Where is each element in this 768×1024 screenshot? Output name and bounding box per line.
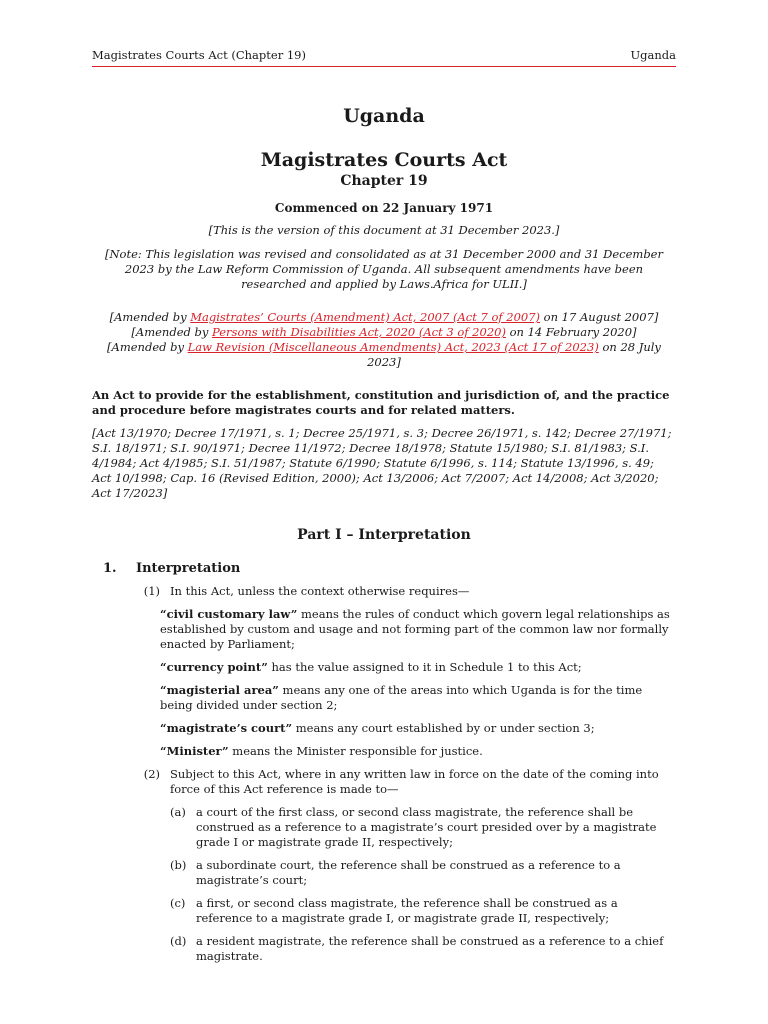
amendment-link[interactable]: Magistrates’ Courts (Amendment) Act, 2007 (Act 7 of 2007) (190, 310, 541, 324)
subsection (92, 584, 676, 599)
subsection-text: In this Act, unless the context otherwise requires— (170, 584, 470, 598)
paragraph-number: (b) (170, 858, 187, 872)
act-title: Magistrates Courts Act (260, 149, 508, 171)
definition: “currency point” has the value assigned to it in Schedule 1 to this Act; (160, 660, 582, 674)
definition-term: “magisterial area” (160, 683, 279, 697)
commencement-date: Commenced on 22 January 1971 (274, 201, 494, 215)
subsection (92, 767, 676, 797)
paragraph-number: (d) (170, 934, 187, 948)
subsection-number: (1) (143, 584, 160, 598)
amendment-list (92, 310, 676, 370)
header-country: Uganda (630, 48, 676, 62)
paragraph (170, 934, 676, 964)
definition-term: “civil customary law” (160, 607, 298, 621)
paragraph (170, 858, 676, 888)
paragraph-text: a resident magistrate, the reference shall be construed as a reference to a chief magistrate. (196, 934, 664, 963)
amendment-item: [Amended by Magistrates’ Courts (Amendment) Act, 2007 (Act 7 of 2007) on 17 August 2007] (109, 310, 659, 324)
paragraph (170, 805, 676, 850)
paragraph-text: a court of the first class, or second class magistrate, the reference shall be construed as a reference to a magistrate’s court presided over by a magistrate grade I or magistrate grade II, respectively; (196, 805, 657, 849)
amendment-link[interactable]: Law Revision (Miscellaneous Amendments) Act, 2023 (Act 17 of 2023) (187, 340, 599, 354)
header-act-name: Magistrates Courts Act (Chapter 19) (92, 48, 306, 62)
section-heading (92, 561, 676, 576)
document-page (92, 48, 676, 964)
legislative-history: [Act 13/1970; Decree 17/1971, s. 1; Decree 25/1971, s. 3; Decree 26/1971, s. 142; Decree 27/1971; S.I. 18/1971; S.I. 90/1971; Decree 11/1972; Decree 18/1978; Statute 15/1980; S.I. 81/1983; S.I. 4/1984; Act 4/1985; S.I. 51/1987; Statute 6/1990; Statute 6/1996, s. 114; Statute 13/1996, s. 49; Act 10/1998; Cap. 16 (Revised Edition, 2000); Act 13/2006; Act 7/2007; Act 14/2008; Act 3/2020; Act 17/2023] (92, 426, 672, 500)
definition-term: “Minister” (160, 744, 229, 758)
definition: “magisterial area” means any one of the areas into which Uganda is for the time being divided under section 2; (160, 683, 643, 712)
part-heading: Part I – Interpretation (297, 527, 471, 543)
version-note: [This is the version of this document at 31 December 2023.] (208, 223, 560, 237)
long-title: An Act to provide for the establishment, constitution and jurisdiction of, and the practice and procedure before magistrates courts and for related matters. (92, 388, 670, 417)
definition-term: “magistrate’s court” (160, 721, 293, 735)
amendment-item: [Amended by Persons with Disabilities Act, 2020 (Act 3 of 2020) on 14 February 2020] (131, 325, 637, 339)
paragraph-text: a subordinate court, the reference shall be construed as a reference to a magistrate’s court; (196, 858, 621, 887)
definition: “civil customary law” means the rules of conduct which govern legal relationships as established by custom and usage and not forming part of the common law nor formally enacted by Parliament; (160, 607, 670, 651)
country-title: Uganda (343, 105, 425, 127)
section-number: 1. (103, 561, 117, 576)
definition: “magistrate’s court” means any court established by or under section 3; (160, 721, 595, 735)
paragraph-text: a first, or second class magistrate, the reference shall be construed as a reference to a magistrate grade I, or magistrate grade II, respectively; (196, 896, 618, 925)
amendment-link[interactable]: Persons with Disabilities Act, 2020 (Act 3 of 2020) (212, 325, 506, 339)
revision-note: [Note: This legislation was revised and consolidated as at 31 December 2000 and 31 December 2023 by the Law Reform Commission of Uganda. All subsequent amendments have been researched and applied by Laws.Africa for ULII.] (104, 247, 663, 291)
definition: “Minister” means the Minister responsible for justice. (160, 744, 483, 758)
definition-term: “currency point” (160, 660, 268, 674)
subsection-number: (2) (143, 767, 160, 781)
section-title: Interpretation (136, 561, 241, 576)
paragraph-number: (c) (170, 896, 186, 910)
running-header (92, 48, 676, 67)
amendment-item: [Amended by Law Revision (Miscellaneous Amendments) Act, 2023 (Act 17 of 2023) on 28 July 2023] (107, 340, 661, 369)
subsection-text: Subject to this Act, where in any written law in force on the date of the coming into force of this Act reference is made to— (170, 767, 659, 796)
paragraph (170, 896, 676, 926)
paragraph-number: (a) (170, 805, 186, 819)
chapter-label: Chapter 19 (340, 173, 428, 189)
